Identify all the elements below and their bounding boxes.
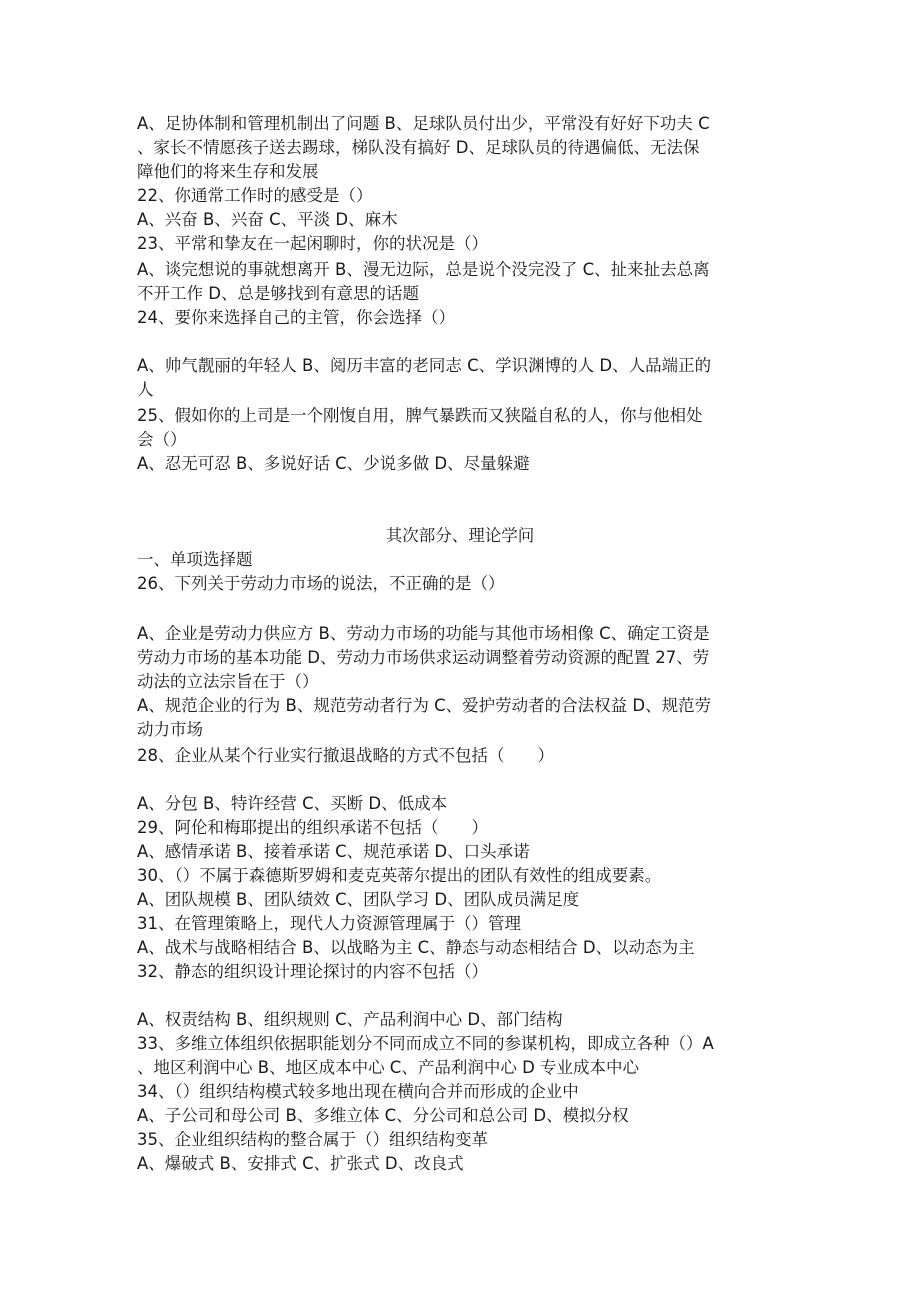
text-line: 不开工作 D、总是够找到有意思的话题 [137,284,419,303]
options-26: A、企业是劳动力供应方 B、劳动力市场的功能与其他市场相像 C、确定工资是 [137,624,710,643]
question-35: 35、企业组织结构的整合属于（）组织结构变革 [137,1130,488,1149]
question-29: 29、阿伦和梅耶提出的组织承诺不包括（ ） [137,818,488,837]
question-22: 22、你通常工作时的感受是（） [137,186,373,205]
question-24: 24、要你来选择自己的主管，你会选择（） [137,308,455,327]
options-29: A、感情承诺 B、接着承诺 C、规范承诺 D、口头承诺 [137,842,530,861]
options-22: A、兴奋 B、兴奋 C、平淡 D、麻木 [137,210,398,229]
options-24: A、帅气靓丽的年轻人 B、阅历丰富的老同志 C、学识渊博的人 D、人品端正的 [137,356,712,375]
question-31: 31、在管理策略上，现代人力资源管理属于（）管理 [137,914,521,933]
text-line: 障他们的将来生存和发展 [137,162,319,181]
section-title: 其次部分、理论学问 [385,526,535,545]
question-34: 34、（）组织结构模式较多地出现在横向合并而形成的企业中 [137,1082,579,1101]
options-28: A、分包 B、特许经营 C、买断 D、低成本 [137,794,448,813]
text-line: 人 [137,380,154,399]
text-line: A、足协体制和管理机制出了问题 B、足球队员付出少，平常没有好好下功夫 C [137,114,710,133]
text-line: 动法的立法宗旨在于（） [137,672,319,691]
question-32: 32、静态的组织设计理论探讨的内容不包括（） [137,962,488,981]
question-30: 30、（）不属于森德斯罗姆和麦克英蒂尔提出的团队有效性的组成要素。 [137,866,662,885]
text-line: 劳动力市场的基本功能 D、劳动力市场供求运动调整着劳动资源的配置 27、劳 [137,648,710,667]
options-23: A、谈完想说的事就想离开 B、漫无边际，总是说个没完没了 C、扯来扯去总离 [137,260,710,279]
options-31: A、战术与战略相结合 B、以战略为主 C、静态与动态相结合 D、以动态为主 [137,938,695,957]
options-33: 、地区利润中心 B、地区成本中心 C、产品利润中心 D 专业成本中心 [137,1058,640,1077]
text-line: 动力市场 [137,720,203,739]
question-28: 28、企业从某个行业实行撤退战略的方式不包括（ ） [137,746,554,765]
options-32: A、权责结构 B、组织规则 C、产品利润中心 D、部门结构 [137,1010,563,1029]
options-25: A、忍无可忍 B、多说好话 C、少说多做 D、尽量躲避 [137,454,530,473]
question-33: 33、多维立体组织依据职能划分不同而成立不同的参谋机构，即成立各种（）A [137,1034,714,1053]
options-27: A、规范企业的行为 B、规范劳动者行为 C、爱护劳动者的合法权益 D、规范劳 [137,696,712,715]
section-subtitle: 一、单项选择题 [137,550,253,569]
question-26: 26、下列关于劳动力市场的说法，不正确的是（） [137,574,505,593]
question-23: 23、平常和挚友在一起闲聊时，你的状况是（） [137,234,488,253]
text-line: 、家长不情愿孩子送去踢球，梯队没有搞好 D、足球队员的待遇偏低、无法保 [137,138,700,157]
text-line: 会（） [137,430,187,449]
options-30: A、团队规模 B、团队绩效 C、团队学习 D、团队成员满足度 [137,890,580,909]
options-34: A、子公司和母公司 B、多维立体 C、分公司和总公司 D、模拟分权 [137,1106,629,1125]
options-35: A、爆破式 B、安排式 C、扩张式 D、改良式 [137,1154,464,1173]
question-25: 25、假如你的上司是一个刚愎自用，脾气暴跌而又狭隘自私的人，你与他相处 [137,406,703,425]
